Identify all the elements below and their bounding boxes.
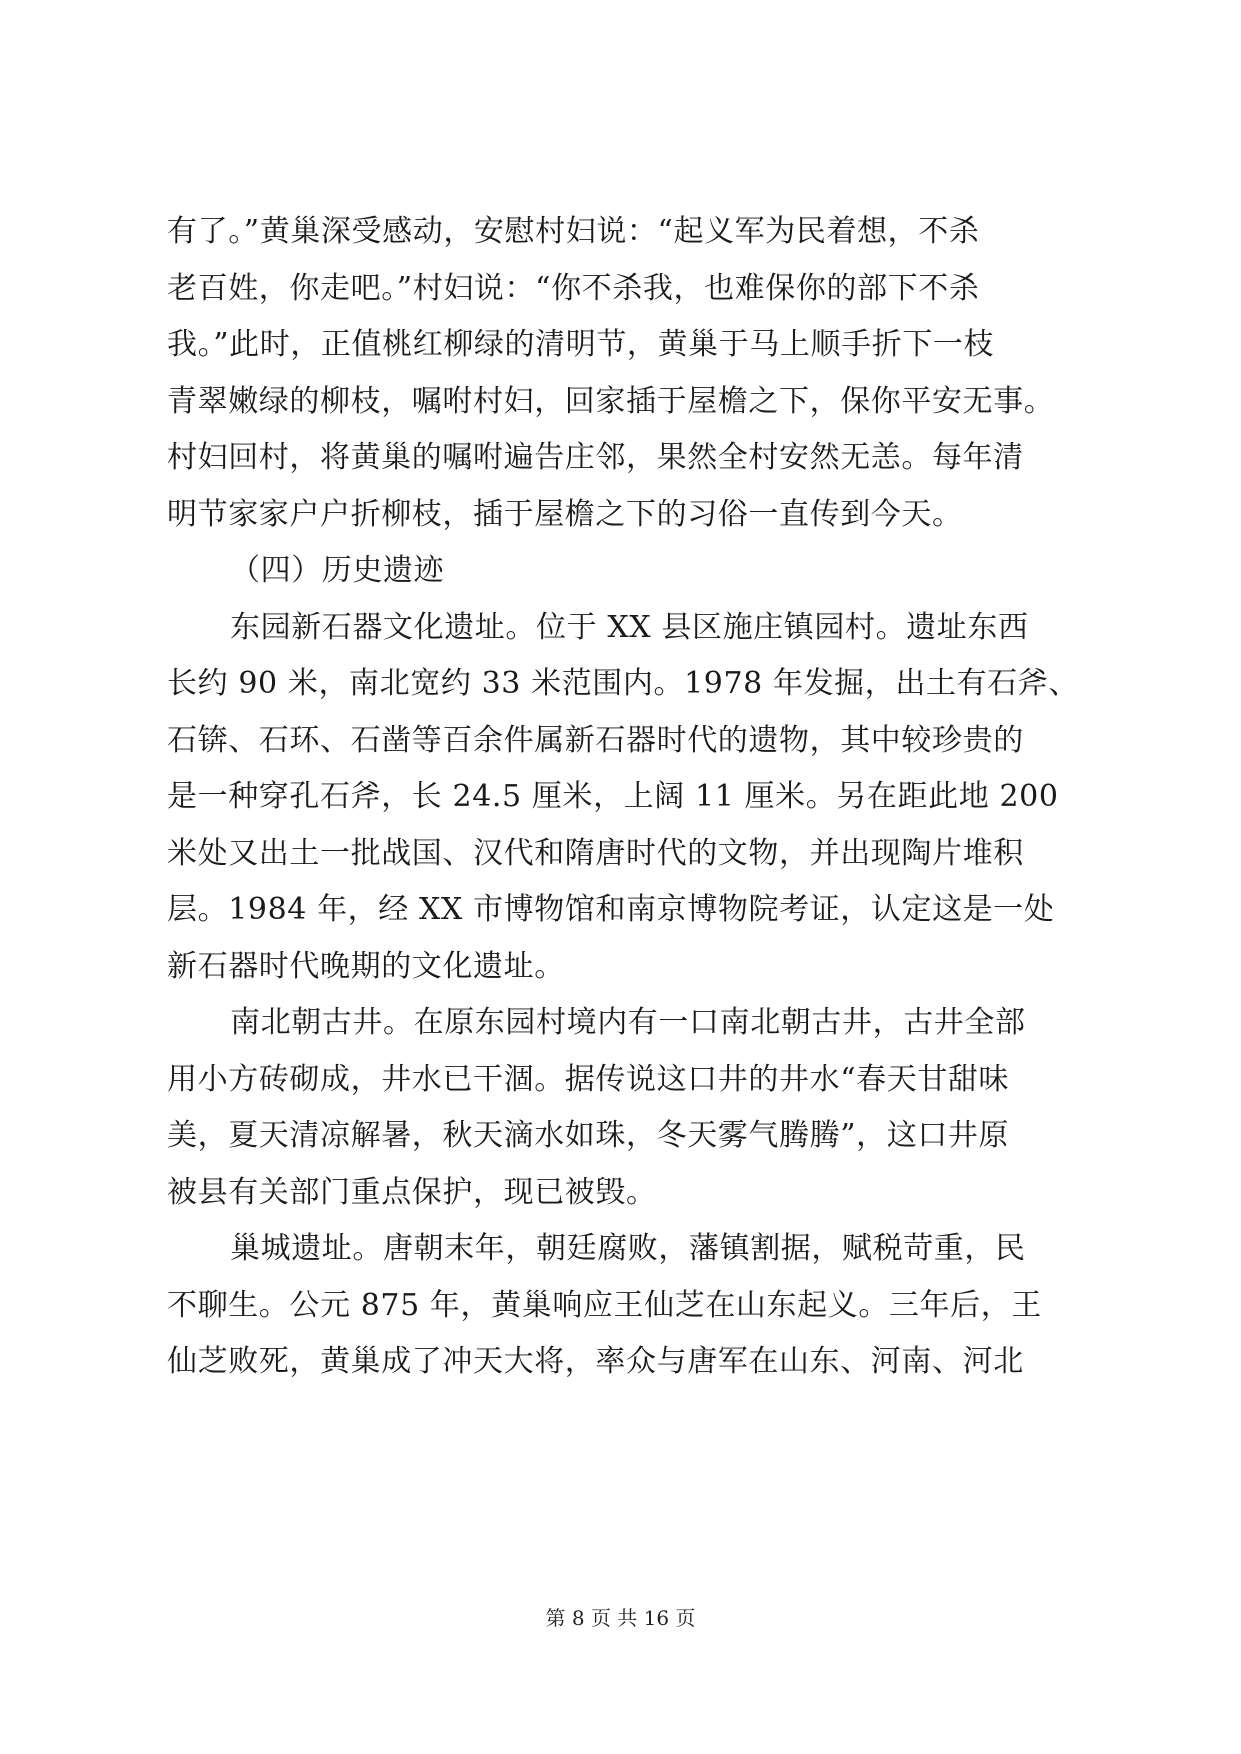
text-line: 美，夏天清凉解暑，秋天滴水如珠，冬天雾气腾腾”，这口井原 [167, 1118, 1010, 1153]
text-line: 有了。”黄巢深受感动，安慰村妇说：“起义军为民着想，不杀 [167, 214, 980, 249]
text-line: 石锛、石环、石凿等百余件属新石器时代的遗物，其中较珍贵的 [167, 723, 1024, 758]
page-footer: 第 8 页 共 16 页 [545, 1606, 696, 1630]
text-line: 青翠嫩绿的柳枝，嘱咐村妇，回家插于屋檐之下，保你平安无事。 [167, 384, 1055, 419]
text-line: 新石器时代晚期的文化遗址。 [167, 949, 565, 984]
text-line: 明节家家户户折柳枝，插于屋檐之下的习俗一直传到今天。 [167, 497, 963, 532]
text-line: 南北朝古井。在原东园村境内有一口南北朝古井，古井全部 [230, 1005, 1026, 1040]
text-line: 东园新石器文化遗址。位于 XX 县区施庄镇园村。遗址东西 [230, 610, 1029, 645]
text-line: 被县有关部门重点保护，现已被毁。 [167, 1175, 657, 1210]
text-line: 是一种穿孔石斧，长 24.5 厘米，上阔 11 厘米。另在距此地 200 [167, 779, 1059, 814]
text-line: 仙芝败死，黄巢成了冲天大将，率众与唐军在山东、河南、河北 [167, 1344, 1024, 1379]
text-line: 巢城遗址。唐朝末年，朝廷腐败，藩镇割据，赋税苛重，民 [230, 1231, 1026, 1266]
text-line: 米处又出土一批战国、汉代和隋唐时代的文物，并出现陶片堆积 [167, 836, 1024, 871]
section-heading: （四）历史遗迹 [230, 553, 445, 588]
text-line: 我。”此时，正值桃红柳绿的清明节，黄巢于马上顺手折下一枝 [167, 327, 995, 362]
text-line: 不聊生。公元 875 年，黄巢响应王仙芝在山东起义。三年后，王 [167, 1288, 1042, 1323]
text-line: 长约 90 米，南北宽约 33 米范围内。1978 年发掘，出土有石斧、 [167, 666, 1079, 701]
text-line: 老百姓，你走吧。”村妇说：“你不杀我，也难保你的部下不杀 [167, 271, 980, 306]
text-line: 层。1984 年，经 XX 市博物馆和南京博物院考证，认定这是一处 [167, 892, 1055, 927]
text-line: 用小方砖砌成，井水已干涸。据传说这口井的井水“春天甘甜味 [167, 1062, 1010, 1097]
text-line: 村妇回村，将黄巢的嘱咐遍告庄邻，果然全村安然无恙。每年清 [167, 440, 1024, 475]
